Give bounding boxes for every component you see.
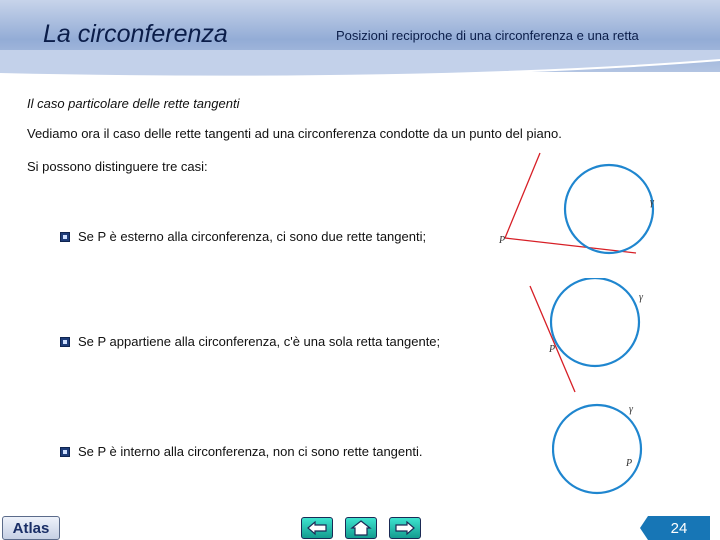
point-label: P <box>626 458 633 469</box>
atlas-logo: Atlas <box>2 516 60 540</box>
case-item-on-circle <box>60 334 440 349</box>
page-number-badge: 24 <box>648 516 710 540</box>
point-label: P <box>549 344 556 355</box>
circle-label: γ <box>639 292 643 303</box>
app-title: La circonferenza <box>43 20 228 48</box>
figure-internal-point <box>552 400 652 500</box>
header-wave-decoration <box>0 50 720 100</box>
page-subtitle: Posizioni reciproche di una circonferenza e una retta <box>336 28 639 43</box>
tangent-line <box>530 286 575 392</box>
circle-gamma <box>551 278 639 366</box>
figure-external-point <box>495 148 665 263</box>
figure-point-on-circle <box>525 278 655 396</box>
intro-text: Vediamo ora il caso delle rette tangenti ad una circonferenza condotte da un punto del piano. <box>27 126 562 141</box>
case-item-external <box>60 229 426 244</box>
tangent-line-lower <box>505 238 636 253</box>
section-title: Il caso particolare delle rette tangenti <box>27 96 240 111</box>
arrow-left-icon <box>306 520 328 536</box>
checkbox-bullet-icon <box>60 447 70 457</box>
case-text: Se P appartiene alla circonferenza, c'è una sola retta tangente; <box>78 334 441 349</box>
prev-button[interactable] <box>301 517 333 539</box>
circle-gamma <box>565 165 653 253</box>
point-label: P <box>499 235 506 246</box>
home-icon <box>350 520 372 536</box>
next-button[interactable] <box>389 517 421 539</box>
checkbox-bullet-icon <box>60 337 70 347</box>
circle-label: γ <box>650 197 654 208</box>
checkbox-bullet-icon <box>60 232 70 242</box>
case-text: Se P è esterno alla circonferenza, ci sono due rette tangenti; <box>78 229 427 244</box>
circle-label: γ <box>629 404 633 415</box>
tangent-line-upper <box>505 153 540 238</box>
home-button[interactable] <box>345 517 377 539</box>
arrow-right-icon <box>394 520 416 536</box>
circle-gamma <box>553 405 641 493</box>
case-text: Se P è interno alla circonferenza, non ci sono rette tangenti. <box>78 444 423 459</box>
intro-text-2: Si possono distinguere tre casi: <box>27 159 208 174</box>
case-item-internal <box>60 444 422 459</box>
